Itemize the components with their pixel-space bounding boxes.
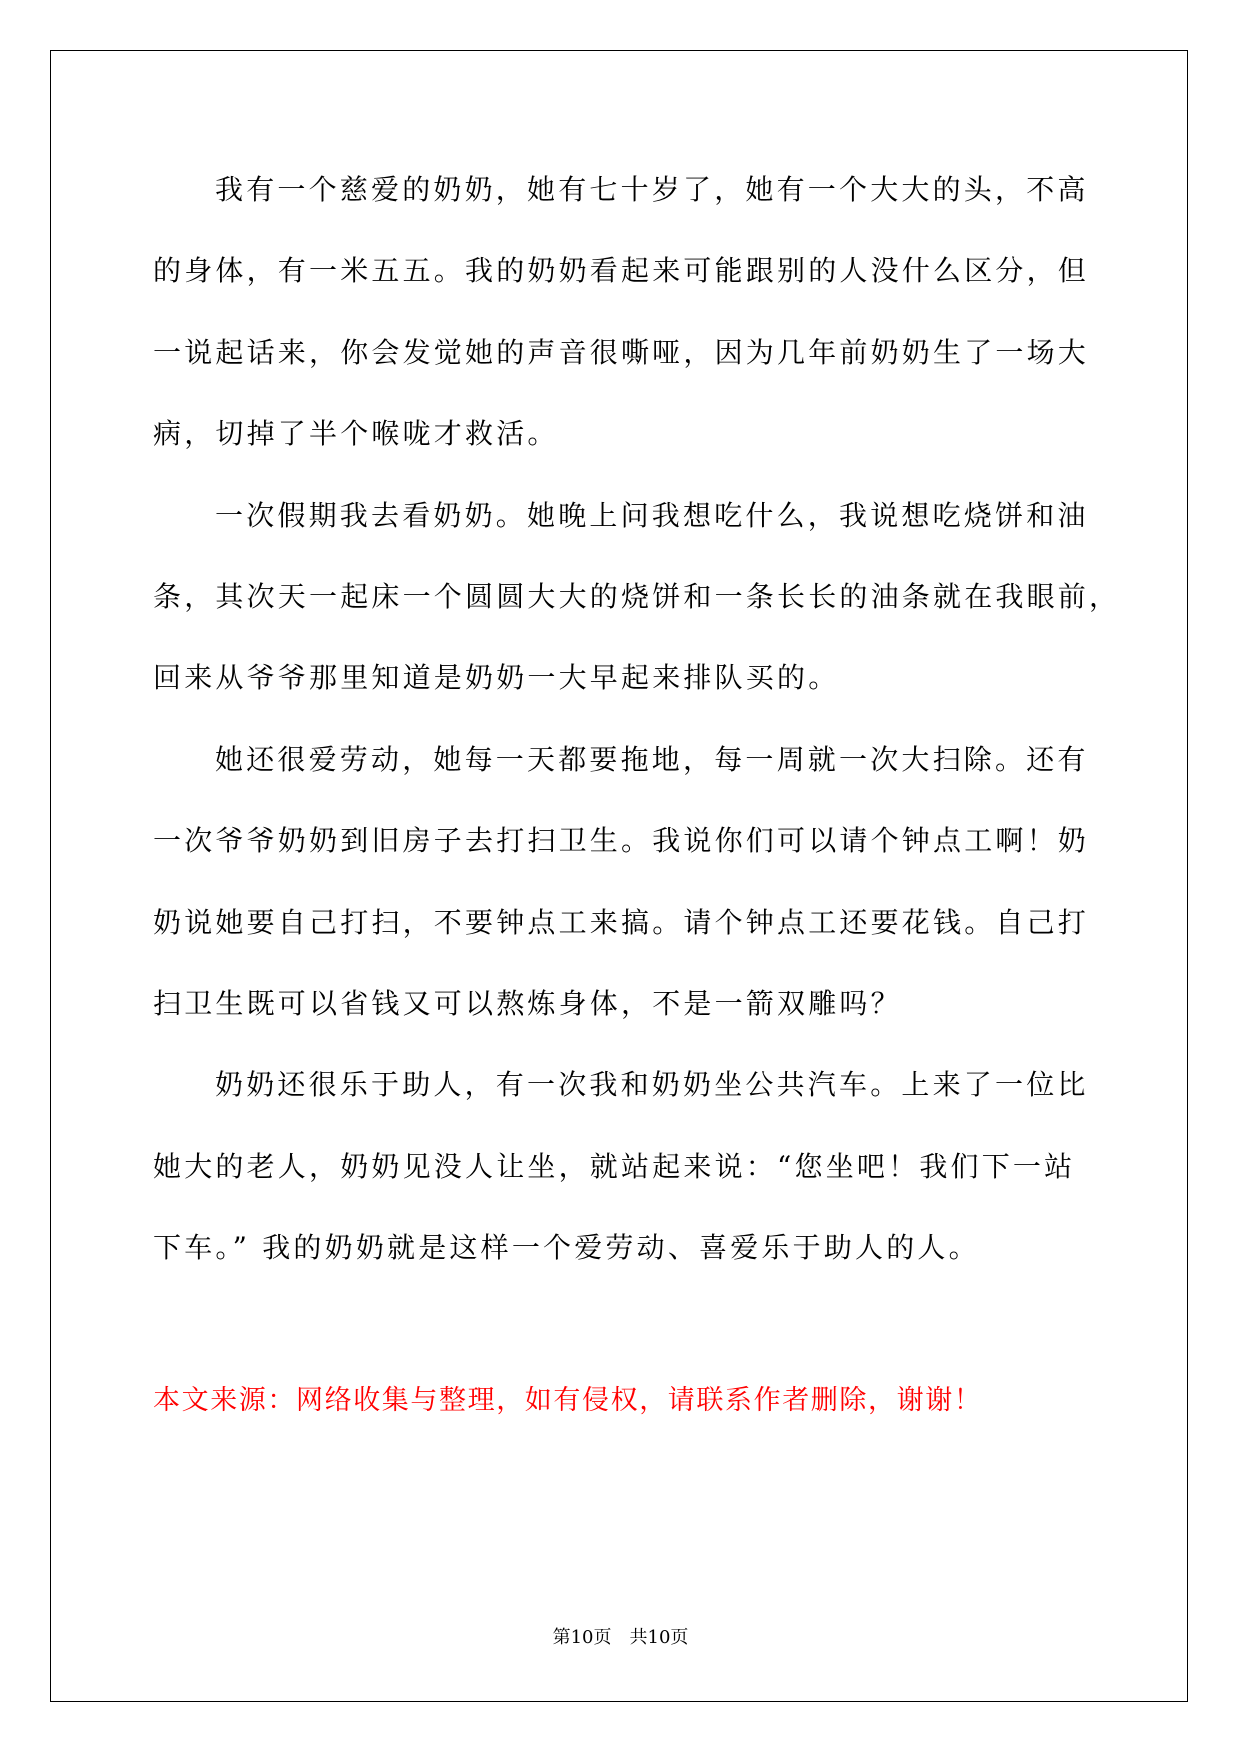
page-footer — [0, 1626, 1241, 1650]
text-line: 条，其次天一起床一个圆圆大大的烧饼和一条长长的油条就在我眼前， — [153, 579, 1121, 613]
text-line: 下车。” 我的奶奶就是这样一个爱劳动、喜爱乐于助人的人。 — [153, 1231, 980, 1265]
paragraph-holiday — [153, 475, 1153, 719]
document-body — [153, 149, 1153, 1288]
text-line: 病，切掉了半个喉咙才救活。 — [153, 417, 559, 451]
text-line: 扫卫生既可以省钱又可以熬炼身体，不是一箭双雕吗？ — [153, 986, 902, 1020]
text-line: 回来从爷爷那里知道是奶奶一大早起来排队买的。 — [153, 661, 840, 695]
current-page-label: 第10页 — [552, 1627, 612, 1648]
text-line: 奶说她要自己打扫，不要钟点工来搞。请个钟点工还要花钱。自己打 — [153, 905, 1090, 939]
text-line: 我有一个慈爱的奶奶，她有七十岁了，她有一个大大的头，不高 — [215, 173, 1089, 206]
text-line: 一说起话来，你会发觉她的声音很嘶哑，因为几年前奶奶生了一场大 — [153, 335, 1090, 369]
text-line: 一次爷爷奶奶到旧房子去打扫卫生。我说你们可以请个钟点工啊！奶 — [153, 824, 1090, 858]
text-line: 她大的老人，奶奶见没人让坐，就站起来说：“您坐吧！我们下一站 — [153, 1149, 1076, 1183]
text-line: 奶奶还很乐于助人，有一次我和奶奶坐公共汽车。上来了一位比 — [215, 1068, 1089, 1102]
text-line: 一次假期我去看奶奶。她晚上问我想吃什么，我说想吃烧饼和油 — [215, 498, 1089, 532]
paragraph-hardworking — [153, 719, 1153, 1045]
source-note: 本文来源：网络收集与整理，如有侵权，请联系作者删除，谢谢！ — [153, 1385, 983, 1416]
total-pages-label: 共10页 — [629, 1627, 689, 1648]
text-line: 她还很爱劳动，她每一天都要拖地，每一周就一次大扫除。还有 — [215, 742, 1089, 776]
text-line: 的身体，有一米五五。我的奶奶看起来可能跟别的人没什么区分，但 — [153, 254, 1090, 288]
paragraph-grandma-intro — [153, 149, 1153, 475]
paragraph-helpful — [153, 1044, 1153, 1288]
